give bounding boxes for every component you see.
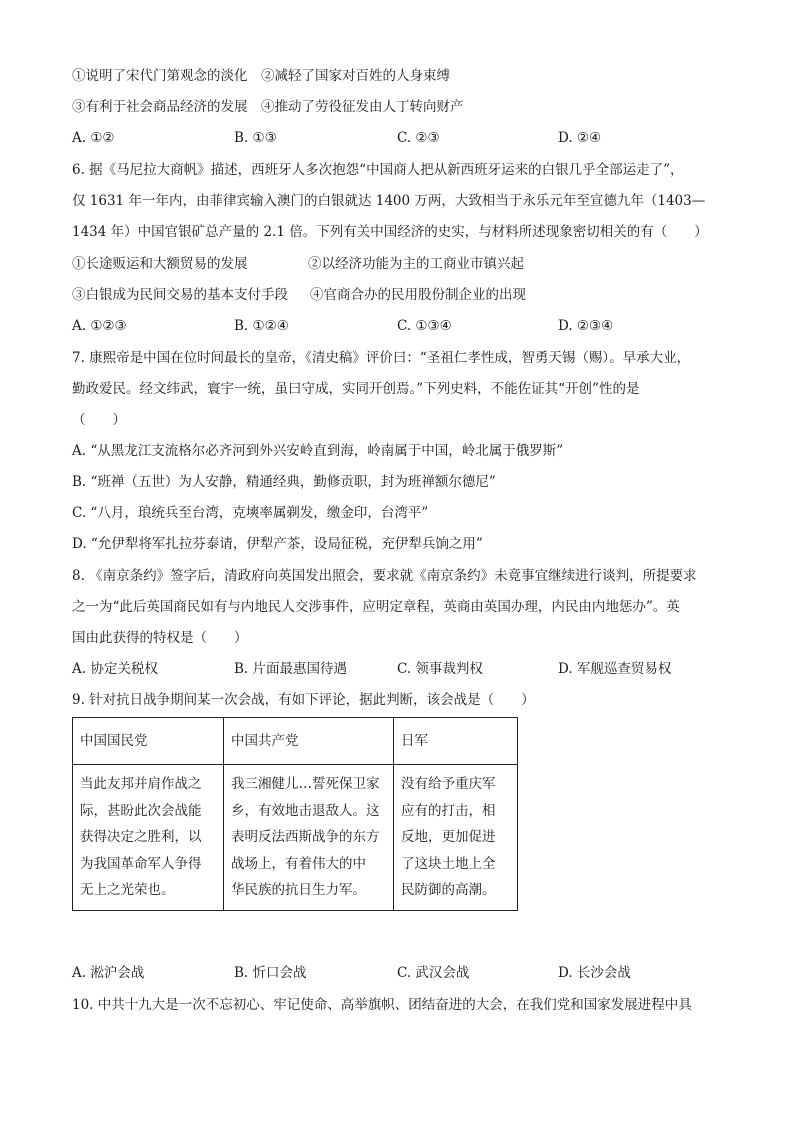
q6-stem-line1: 6. 据《马尼拉大商帆》描述，西班牙人多次抱怨“中国商人把从新西班牙运来的白银几乎全部运走了”，: [72, 162, 684, 178]
cell-japanese-army: [394, 765, 518, 911]
cell-line: 反地，更加促进: [401, 829, 496, 845]
q6-stem-line2: 仅 1631 年一年内，由菲律宾输入澳门的白银就达 1400 万两，大致相当于永乐元年至宣德九年（1403—: [72, 193, 706, 209]
q9-stem: 9. 针对抗日战争期间某一次会战，有如下评论，据此判断，该会战是（ ）: [72, 692, 535, 708]
cell-line: 表明反法西斯战争的东方: [231, 829, 380, 845]
q6-item-4: ④官商合办的民用股份制企业的出现: [310, 287, 526, 303]
cell-line: 华民族的抗日生力军。: [231, 882, 366, 898]
q9-option-d: D. 长沙会战: [558, 965, 631, 981]
q9-option-c: C. 武汉会战: [397, 965, 470, 981]
cell-line: 际，甚盼此次会战能: [80, 802, 202, 819]
table-row: [73, 765, 518, 911]
cell-line: 了这块土地上全: [401, 855, 496, 872]
cell-line: 当此友邦并肩作战之: [80, 776, 202, 792]
header-kmt: 中国国民党: [73, 718, 224, 765]
q6-stem-line3: 1434 年）中国官银矿总产量的 2.1 倍。下列有关中国经济的史实，与材料所述现象密切相关的有（ ）: [72, 224, 708, 240]
q6-option-c: C. ①③④: [397, 318, 452, 334]
q5-option-a: A. ①②: [72, 130, 115, 146]
cell-line: 战场上，有着伟大的中: [231, 855, 366, 872]
q6-item-3: ③白银成为民间交易的基本支付手段: [72, 287, 288, 303]
q9-comment-table: [72, 717, 518, 911]
q8-stem-line1: 8. 《南京条约》签字后，清政府向英国发出照会，要求就《南京条约》未竟事宜继续进行谈判，所提要求: [72, 568, 697, 584]
q5-items-line1: ①说明了宋代门第观念的淡化 ②减轻了国家对百姓的人身束缚: [72, 68, 450, 84]
cell-line: 没有给予重庆军: [401, 776, 496, 792]
q6-option-b: B. ①②④: [234, 318, 289, 334]
q5-option-d: D. ②④: [558, 130, 602, 146]
q8-option-d: D. 军舰巡查贸易权: [558, 661, 672, 677]
cell-line: 为我国革命军人争得: [80, 855, 202, 872]
header-ccp: 中国共产党: [224, 718, 394, 765]
cell-line: 无上之光荣也。: [80, 882, 175, 898]
q7-option-b: B. “班禅（五世）为人安静，精通经典，勤修贡职，封为班禅额尔德尼”: [72, 474, 496, 490]
table-header-row: [73, 718, 518, 765]
q6-item-2: ②以经济功能为主的工商业市镇兴起: [308, 256, 524, 272]
q5-items-line2: ③有利于社会商品经济的发展 ④推动了劳役征发由人丁转向财产: [72, 99, 464, 115]
q7-option-a: A. “从黑龙江支流格尔必齐河到外兴安岭直到海，岭南属于中国，岭北属于俄罗斯”: [72, 443, 564, 459]
q7-stem-line2: 勤政爱民。经文纬武，寰宇一统，虽曰守成，实同开创焉。”下列史料，不能佐证其“开创”性的是: [72, 381, 640, 397]
cell-line: 我三湘健儿…誓死保卫家: [231, 776, 380, 792]
q7-stem-line3: （ ）: [72, 412, 126, 428]
q8-stem-line2: 之一为“此后英国商民如有与内地民人交涉事件，应明定章程，英商由英国办理，内民由内地惩办”。英: [72, 599, 680, 615]
q6-option-d: D. ②③④: [558, 318, 614, 334]
q9-option-a: A. 淞沪会战: [72, 965, 145, 981]
q5-option-b: B. ①③: [234, 130, 277, 146]
q8-option-c: C. 领事裁判权: [397, 661, 483, 677]
q6-option-a: A. ①②③: [72, 318, 127, 334]
q7-option-c: C. “八月，琅统兵至台湾，克塽率属剃发，缴金印，台湾平”: [72, 505, 429, 521]
cell-line: 乡，有效地击退敌人。这: [231, 802, 380, 819]
q7-option-d: D. “允伊犁将军扎拉芬泰请，伊犁产茶，设局征税，充伊犁兵饷之用”: [72, 536, 483, 552]
cell-line: 民防御的高潮。: [401, 882, 496, 898]
q5-option-c: C. ②③: [397, 130, 440, 146]
q7-stem-line1: 7. 康熙帝是中国在位时间最长的皇帝，《清史稿》评价曰：“圣祖仁孝性成，智勇天锡（赐）。早承大业，: [72, 350, 691, 366]
header-japanese-army: 日军: [394, 718, 518, 765]
q8-stem-line3: 国由此获得的特权是（ ）: [72, 630, 248, 646]
q9-option-b: B. 忻口会战: [234, 965, 307, 981]
q10-stem-line1: 10. 中共十九大是一次不忘初心、牢记使命、高举旗帜、团结奋进的大会，在我们党和国家发展进程中具: [72, 997, 692, 1013]
q6-item-1: ①长途贩运和大额贸易的发展: [72, 256, 248, 272]
cell-ccp: [224, 765, 394, 911]
cell-line: 应有的打击，相: [401, 802, 496, 819]
cell-line: 获得决定之胜利，以: [80, 829, 202, 845]
q8-option-a: A. 协定关税权: [72, 661, 158, 677]
cell-kmt: [73, 765, 224, 911]
q8-option-b: B. 片面最惠国待遇: [234, 661, 348, 677]
